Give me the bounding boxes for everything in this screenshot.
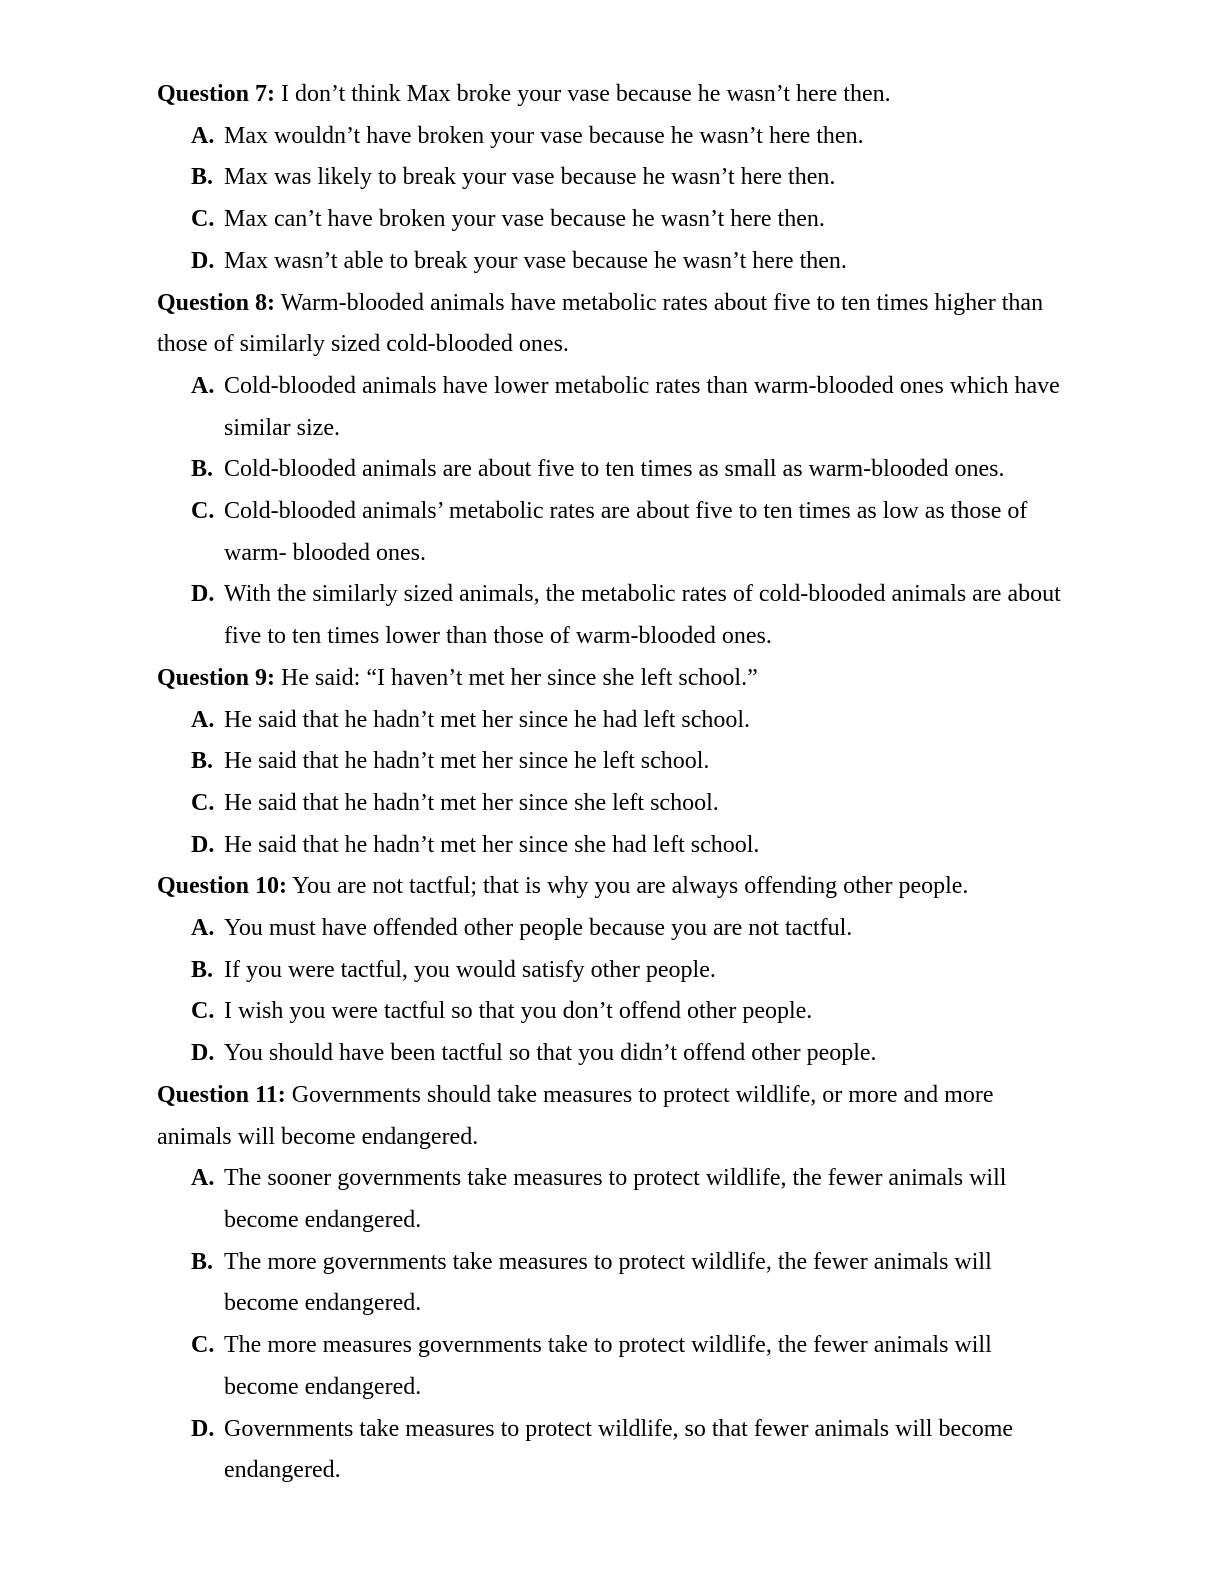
- option-d: [157, 1033, 1067, 1075]
- option-c: [157, 991, 1067, 1033]
- answer-options: [157, 700, 1067, 867]
- question-text: Warm-blooded animals have metabolic rates about five to ten times higher than those of similarly sized cold-blooded ones.: [157, 289, 1044, 358]
- question-stem: [157, 74, 1067, 116]
- option-text: Max can’t have broken your vase because he wasn’t here then.: [224, 206, 825, 233]
- option-b: [157, 950, 1067, 992]
- question-label: Question 8:: [157, 289, 276, 316]
- option-a: [157, 908, 1067, 950]
- answer-options: [157, 1158, 1067, 1492]
- option-a: [157, 116, 1067, 158]
- option-letter: A.: [191, 372, 215, 399]
- option-text: I wish you were tactful so that you don’t offend other people.: [224, 998, 813, 1025]
- option-letter: B.: [191, 456, 214, 483]
- document-page: [157, 74, 1067, 1492]
- option-b: [157, 157, 1067, 199]
- option-c: [157, 1325, 1067, 1408]
- answer-options: [157, 366, 1067, 658]
- option-d: [157, 241, 1067, 283]
- option-text: He said that he hadn’t met her since he left school.: [224, 748, 710, 775]
- option-letter: D.: [191, 247, 215, 274]
- question-stem: [157, 866, 1067, 908]
- option-d: [157, 574, 1067, 657]
- option-letter: A.: [191, 706, 215, 733]
- option-text: Cold-blooded animals are about five to ten times as small as warm-blooded ones.: [224, 456, 1005, 483]
- option-letter: B.: [191, 748, 214, 775]
- question-text: I don’t think Max broke your vase because he wasn’t here then.: [281, 81, 891, 107]
- option-text: He said that he hadn’t met her since he had left school.: [224, 706, 751, 733]
- option-text: Cold-blooded animals have lower metabolic rates than warm-blooded ones which have similar size.: [224, 372, 1060, 441]
- question-label: Question 7:: [157, 81, 276, 107]
- option-c: [157, 199, 1067, 241]
- option-text: You should have been tactful so that you didn’t offend other people.: [224, 1040, 877, 1067]
- option-d: [157, 825, 1067, 867]
- question-text: He said: “I haven’t met her since she left school.”: [281, 664, 758, 691]
- option-c: [157, 491, 1067, 574]
- option-text: You must have offended other people because you are not tactful.: [224, 915, 853, 942]
- option-letter: C.: [191, 206, 215, 233]
- option-letter: D.: [191, 1040, 215, 1067]
- option-letter: D.: [191, 581, 215, 608]
- option-a: [157, 366, 1067, 449]
- option-letter: B.: [191, 956, 214, 983]
- option-letter: D.: [191, 831, 215, 858]
- option-letter: C.: [191, 998, 215, 1025]
- question-text: Governments should take measures to protect wildlife, or more and more animals will become endangered.: [157, 1081, 994, 1150]
- option-b: [157, 449, 1067, 491]
- option-text: With the similarly sized animals, the metabolic rates of cold-blooded animals are about five to ten times lower than those of warm-blooded ones.: [224, 581, 1061, 650]
- option-letter: D.: [191, 1415, 215, 1442]
- option-text: The more governments take measures to protect wildlife, the fewer animals will become endangered.: [224, 1248, 992, 1317]
- question-stem: [157, 1075, 1067, 1158]
- option-letter: C.: [191, 789, 215, 816]
- question-7: [157, 74, 1067, 283]
- option-letter: B.: [191, 164, 214, 191]
- option-text: Cold-blooded animals’ metabolic rates are about five to ten times as low as those of warm- blooded ones.: [224, 498, 1028, 566]
- question-11: [157, 1075, 1067, 1492]
- option-text: The sooner governments take measures to protect wildlife, the fewer animals will become endangered.: [224, 1165, 1007, 1233]
- option-text: Max was likely to break your vase because he wasn’t here then.: [224, 164, 836, 191]
- option-d: [157, 1409, 1067, 1492]
- option-text: If you were tactful, you would satisfy other people.: [224, 956, 716, 983]
- question-stem: [157, 658, 1067, 700]
- option-letter: C.: [191, 1332, 215, 1359]
- option-text: The more measures governments take to protect wildlife, the fewer animals will become endangered.: [224, 1332, 992, 1400]
- option-c: [157, 783, 1067, 825]
- question-9: [157, 658, 1067, 867]
- option-text: He said that he hadn’t met her since she had left school.: [224, 831, 760, 858]
- option-letter: A.: [191, 1165, 215, 1192]
- option-letter: C.: [191, 498, 215, 525]
- question-10: [157, 866, 1067, 1075]
- option-letter: A.: [191, 915, 215, 942]
- option-b: [157, 1242, 1067, 1325]
- option-text: Max wasn’t able to break your vase because he wasn’t here then.: [224, 247, 847, 274]
- question-8: [157, 283, 1067, 658]
- question-label: Question 10:: [157, 873, 288, 900]
- answer-options: [157, 908, 1067, 1075]
- question-text: You are not tactful; that is why you are always offending other people.: [292, 873, 969, 900]
- option-b: [157, 741, 1067, 783]
- option-letter: B.: [191, 1248, 214, 1275]
- question-stem: [157, 283, 1067, 366]
- option-text: He said that he hadn’t met her since she left school.: [224, 789, 719, 816]
- option-letter: A.: [191, 122, 215, 149]
- question-label: Question 11:: [157, 1081, 286, 1108]
- answer-options: [157, 116, 1067, 283]
- question-label: Question 9:: [157, 664, 276, 691]
- option-text: Governments take measures to protect wildlife, so that fewer animals will become endangered.: [224, 1415, 1014, 1484]
- option-text: Max wouldn’t have broken your vase because he wasn’t here then.: [224, 122, 864, 149]
- option-a: [157, 1158, 1067, 1241]
- option-a: [157, 700, 1067, 742]
